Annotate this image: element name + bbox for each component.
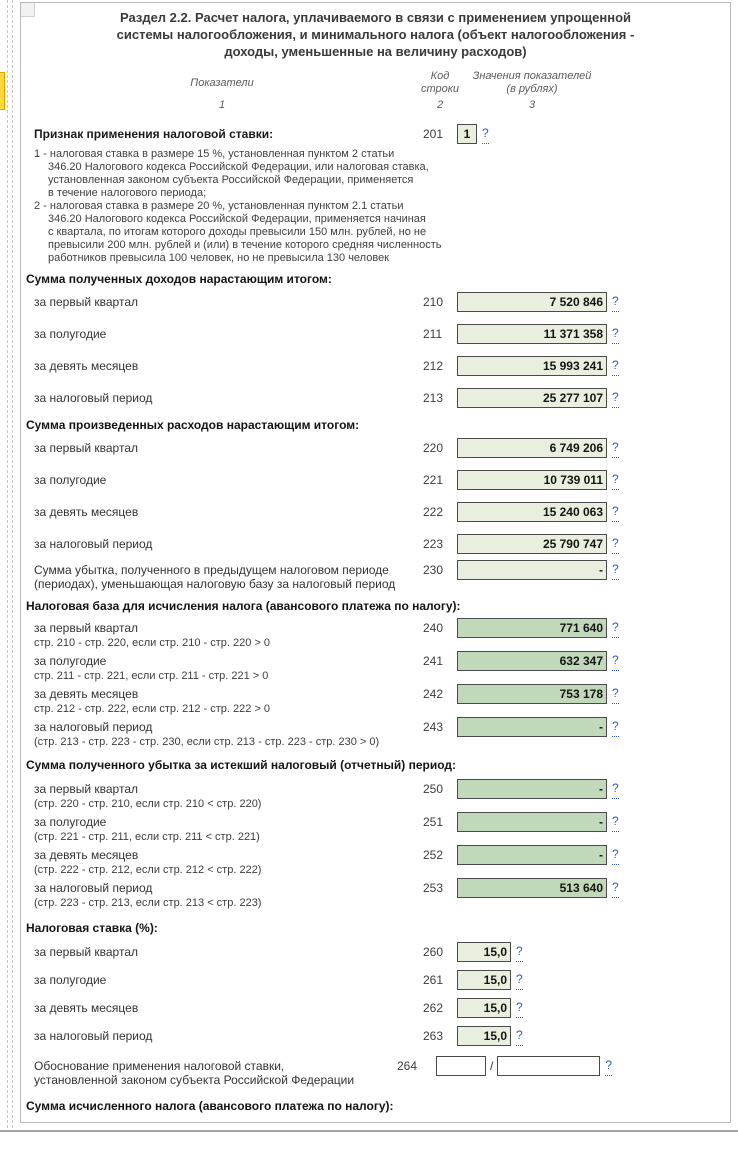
column-header-code-line1: Код xyxy=(430,70,450,82)
help-link-213[interactable]: ? xyxy=(612,388,619,408)
separator-line xyxy=(0,1130,738,1132)
column-header-values xyxy=(457,69,730,112)
row-formula-242: стр. 212 - стр. 222, если стр. 212 - стр. 222 > 0 xyxy=(34,703,271,715)
row-label-240 xyxy=(21,618,423,649)
help-link-223[interactable]: ? xyxy=(612,534,619,554)
row-label-241-main: за полугодие xyxy=(34,654,107,668)
row-formula-251: (стр. 221 - стр. 211, если стр. 211 < стр. 221) xyxy=(34,831,260,843)
column-header-values-line2: (в рублях) xyxy=(506,83,558,95)
row-label-212: за девять месяцев xyxy=(34,359,139,373)
column-header-code-line2: строки xyxy=(420,83,460,95)
row-code-221: 221 xyxy=(423,473,444,487)
field-row-242 xyxy=(21,684,730,715)
row-label-230-line2: (периодах), уменьшающая налоговую базу за налоговый период xyxy=(34,577,396,591)
field-row-253 xyxy=(21,878,730,909)
note-line: установленная законом субъекта Российской Федерации, применяется xyxy=(48,174,414,186)
note-line: с квартала, по итогам которого доходы превысили 150 млн. рублей, но не xyxy=(48,226,427,238)
note-line: работников превысила 100 человек, но не превысила 130 человек xyxy=(48,252,389,264)
input-252[interactable]: - xyxy=(457,845,607,865)
help-link-201[interactable]: ? xyxy=(482,124,489,144)
field-row-220 xyxy=(21,438,730,458)
help-link-263[interactable]: ? xyxy=(516,1026,523,1046)
row-code-201: 201 xyxy=(423,127,444,141)
row-label-264-line2: установленной законом субъекта Российской Федерации xyxy=(34,1073,355,1087)
form-title-line: доходы, уменьшенные на величину расходов) xyxy=(224,44,527,59)
row-formula-240: стр. 210 - стр. 220, если стр. 210 - стр. 220 > 0 xyxy=(34,637,271,649)
input-230[interactable]: - xyxy=(457,560,607,580)
help-link-242[interactable]: ? xyxy=(612,684,619,704)
field-row-251 xyxy=(21,812,730,843)
help-link-222[interactable]: ? xyxy=(612,502,619,522)
row-label-243 xyxy=(21,717,423,748)
row-label-221: за полугодие xyxy=(34,473,107,487)
help-link-264[interactable]: ? xyxy=(605,1056,612,1076)
row-code-260: 260 xyxy=(423,945,444,959)
input-201[interactable]: 1 xyxy=(457,124,477,144)
column-header-indicators-label: Показатели xyxy=(190,76,254,89)
help-link-243[interactable]: ? xyxy=(612,717,619,737)
input-240[interactable]: 771 640 xyxy=(457,618,607,638)
column-header-code xyxy=(420,69,460,112)
splitter-guide-line xyxy=(7,0,8,1128)
section-header-incomes: Сумма полученных доходов нарастающим итогом: xyxy=(26,272,332,286)
field-row-252 xyxy=(21,845,730,876)
input-264-part1[interactable] xyxy=(436,1056,486,1076)
field-row-222 xyxy=(21,502,730,522)
help-link-212[interactable]: ? xyxy=(612,356,619,376)
row-label-240-main: за первый квартал xyxy=(34,621,139,635)
row-label-211: за полугодие xyxy=(34,327,107,341)
rate-flag-notes xyxy=(21,148,730,265)
row-formula-253: (стр. 223 - стр. 213, если стр. 213 < стр. 223) xyxy=(34,897,262,909)
form-title-line: системы налогообложения, и минимального налога (объект налогообложения - xyxy=(116,27,635,42)
row-label-261: за полугодие xyxy=(34,973,107,987)
row-label-253-main: за налоговый период xyxy=(34,881,153,895)
row-code-263: 263 xyxy=(423,1029,444,1043)
input-211[interactable]: 11 371 358 xyxy=(457,324,607,344)
section-header-loss-period: Сумма полученного убытка за истекший налоговый (отчетный) период: xyxy=(26,758,457,772)
field-row-212 xyxy=(21,356,730,376)
row-label-242 xyxy=(21,684,423,715)
column-number-3: 3 xyxy=(528,99,536,111)
row-label-262: за девять месяцев xyxy=(34,1001,139,1015)
row-label-251-main: за полугодие xyxy=(34,815,107,829)
field-row-250 xyxy=(21,779,730,810)
field-row-210 xyxy=(21,292,730,312)
note-line: 1 - налоговая ставка в размере 15 %, установленная пунктом 2 статьи xyxy=(34,148,395,160)
field-row-261 xyxy=(21,970,730,990)
row-code-253: 253 xyxy=(423,881,444,895)
row-label-223: за налоговый период xyxy=(34,537,153,551)
row-code-250: 250 xyxy=(423,782,444,796)
help-link-221[interactable]: ? xyxy=(612,470,619,490)
row-code-212: 212 xyxy=(423,359,444,373)
row-label-201: Признак применения налоговой ставки: xyxy=(34,127,274,141)
field-row-223 xyxy=(21,534,730,554)
help-link-230[interactable]: ? xyxy=(612,560,619,580)
help-link-252[interactable]: ? xyxy=(612,845,619,865)
separator-slash: / xyxy=(490,1059,494,1073)
field-row-243 xyxy=(21,717,730,748)
help-link-253[interactable]: ? xyxy=(612,878,619,898)
corner-handle xyxy=(21,3,35,17)
row-formula-250: (стр. 220 - стр. 210, если стр. 210 < стр. 220) xyxy=(34,798,262,810)
section-header-tax-rate: Налоговая ставка (%): xyxy=(26,921,158,935)
form-title xyxy=(81,9,670,60)
row-label-251 xyxy=(21,812,423,843)
row-label-220: за первый квартал xyxy=(34,441,139,455)
row-label-210: за первый квартал xyxy=(34,295,139,309)
input-264-part2[interactable] xyxy=(497,1056,600,1076)
help-link-240[interactable]: ? xyxy=(612,618,619,638)
field-row-264 xyxy=(21,1056,730,1087)
table-header xyxy=(21,69,730,112)
row-label-264 xyxy=(21,1056,423,1087)
column-number-2: 2 xyxy=(436,99,444,111)
row-code-210: 210 xyxy=(423,295,444,309)
bookmark-tab[interactable] xyxy=(0,72,5,110)
input-251[interactable]: - xyxy=(457,812,607,832)
input-250[interactable]: - xyxy=(457,779,607,799)
column-number-1: 1 xyxy=(218,99,226,111)
input-253[interactable]: 513 640 xyxy=(457,878,607,898)
row-code-262: 262 xyxy=(423,1001,444,1015)
input-213[interactable]: 25 277 107 xyxy=(457,388,607,408)
row-formula-241: стр. 211 - стр. 221, если стр. 211 - стр. 221 > 0 xyxy=(34,670,269,682)
help-link-250[interactable]: ? xyxy=(612,779,619,799)
section-header-expenses: Сумма произведенных расходов нарастающим итогом: xyxy=(26,418,360,432)
row-label-253 xyxy=(21,878,423,909)
help-link-262[interactable]: ? xyxy=(516,998,523,1018)
help-link-241[interactable]: ? xyxy=(612,651,619,671)
field-row-230 xyxy=(21,560,730,591)
help-link-261[interactable]: ? xyxy=(516,970,523,990)
row-label-250-main: за первый квартал xyxy=(34,782,139,796)
input-212[interactable]: 15 993 241 xyxy=(457,356,607,376)
row-formula-252: (стр. 222 - стр. 212, если стр. 212 < стр. 222) xyxy=(34,864,262,876)
input-241[interactable]: 632 347 xyxy=(457,651,607,671)
row-label-260: за первый квартал xyxy=(34,945,139,959)
row-code-223: 223 xyxy=(423,537,444,551)
row-code-261: 261 xyxy=(423,973,444,987)
row-code-211: 211 xyxy=(423,327,443,341)
row-label-222: за девять месяцев xyxy=(34,505,139,519)
help-link-260[interactable]: ? xyxy=(516,942,523,962)
note-line: 346.20 Налогового кодекса Российской Федерации, применяется начиная xyxy=(48,213,426,225)
row-code-240: 240 xyxy=(423,621,444,635)
input-260[interactable]: 15,0 xyxy=(457,942,511,962)
help-link-211[interactable]: ? xyxy=(612,324,619,344)
splitter-guide-line xyxy=(12,0,13,1128)
field-row-241 xyxy=(21,651,730,682)
input-261[interactable]: 15,0 xyxy=(457,970,511,990)
row-code-251: 251 xyxy=(423,815,444,829)
note-line: 346.20 Налогового кодекса Российской Федерации, или налоговая ставка, xyxy=(48,161,429,173)
row-code-242: 242 xyxy=(423,687,444,701)
row-code-213: 213 xyxy=(423,391,444,405)
field-row-221 xyxy=(21,470,730,490)
note-line: в течение налогового периода; xyxy=(48,187,207,199)
help-link-251[interactable]: ? xyxy=(612,812,619,832)
row-label-242-main: за девять месяцев xyxy=(34,687,139,701)
input-222[interactable]: 15 240 063 xyxy=(457,502,607,522)
row-label-230 xyxy=(21,560,423,591)
row-label-230-line1: Сумма убытка, полученного в предыдущем налоговом периоде xyxy=(34,563,389,577)
field-row-262 xyxy=(21,998,730,1018)
input-262[interactable]: 15,0 xyxy=(457,998,511,1018)
input-221[interactable]: 10 739 011 xyxy=(457,470,607,490)
row-code-241: 241 xyxy=(423,654,444,668)
row-label-252 xyxy=(21,845,423,876)
row-label-243-main: за налоговый период xyxy=(34,720,153,734)
row-label-213: за налоговый период xyxy=(34,391,153,405)
row-code-243: 243 xyxy=(423,720,444,734)
field-row-263 xyxy=(21,1026,730,1046)
input-243[interactable]: - xyxy=(457,717,607,737)
input-263[interactable]: 15,0 xyxy=(457,1026,511,1046)
help-link-210[interactable]: ? xyxy=(612,292,619,312)
row-label-241 xyxy=(21,651,423,682)
note-line: превысили 200 млн. рублей и (или) в течение которого средняя численность xyxy=(48,239,442,251)
column-header-indicators xyxy=(21,69,423,112)
field-row-240 xyxy=(21,618,730,649)
section-header-tax-calculated: Сумма исчисленного налога (авансового платежа по налогу): xyxy=(26,1099,394,1113)
row-code-264: 264 xyxy=(397,1059,418,1073)
input-242[interactable]: 753 178 xyxy=(457,684,607,704)
section-header-tax-base: Налоговая база для исчисления налога (авансового платежа по налогу): xyxy=(26,599,461,613)
input-223[interactable]: 25 790 747 xyxy=(457,534,607,554)
row-code-230: 230 xyxy=(423,563,444,577)
row-code-222: 222 xyxy=(423,505,444,519)
help-link-220[interactable]: ? xyxy=(612,438,619,458)
input-220[interactable]: 6 749 206 xyxy=(457,438,607,458)
column-header-values-line1: Значения показателей xyxy=(472,70,592,82)
input-210[interactable]: 7 520 846 xyxy=(457,292,607,312)
form-panel xyxy=(20,2,731,1123)
field-row-211 xyxy=(21,324,730,344)
field-row-201 xyxy=(21,124,730,144)
field-row-213 xyxy=(21,388,730,408)
row-label-263: за налоговый период xyxy=(34,1029,153,1043)
row-formula-243: (стр. 213 - стр. 223 - стр. 230, если стр. 213 - стр. 223 - стр. 230 > 0) xyxy=(34,736,380,748)
form-title-line: Раздел 2.2. Расчет налога, уплачиваемого в связи с применением упрощенной xyxy=(119,10,632,25)
row-code-252: 252 xyxy=(423,848,444,862)
row-label-264-line1: Обоснование применения налоговой ставки, xyxy=(34,1059,285,1073)
row-label-252-main: за девять месяцев xyxy=(34,848,139,862)
row-code-220: 220 xyxy=(423,441,444,455)
note-line: 2 - налоговая ставка в размере 20 %, установленная пунктом 2.1 статьи xyxy=(34,200,404,212)
row-label-250 xyxy=(21,779,423,810)
field-row-260 xyxy=(21,942,730,962)
